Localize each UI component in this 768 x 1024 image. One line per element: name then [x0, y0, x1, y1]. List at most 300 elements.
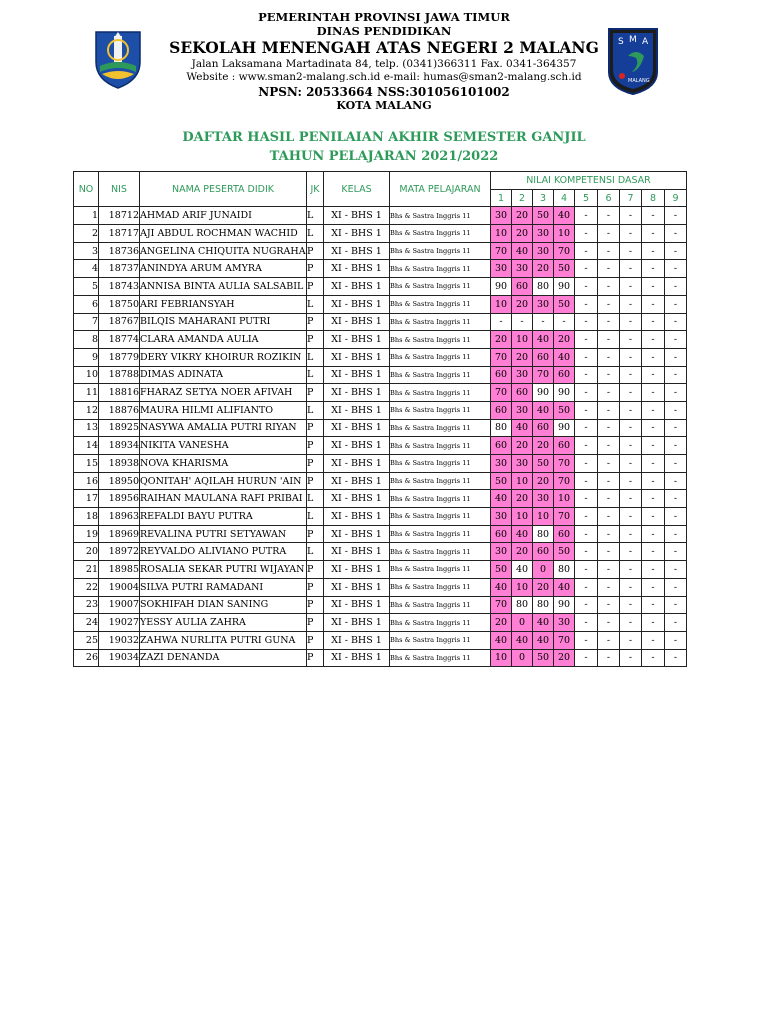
cell-kd-3: 50 — [533, 649, 554, 667]
cell-kd-6-empty: - — [598, 649, 620, 667]
npsn-line: NPSN: 20533664 NSS:301056101002 — [258, 85, 510, 99]
cell-kelas: XI - BHS 1 — [324, 455, 390, 473]
svg-text:M: M — [629, 35, 637, 45]
cell-jk: P — [307, 242, 324, 260]
cell-jk: P — [307, 260, 324, 278]
cell-kd-9-empty: - — [665, 313, 687, 331]
cell-kd-8-empty: - — [642, 313, 665, 331]
cell-kd-4: 20 — [554, 331, 575, 349]
cell-kelas: XI - BHS 1 — [324, 437, 390, 455]
cell-kd-1: 40 — [491, 631, 512, 649]
cell-kelas: XI - BHS 1 — [324, 596, 390, 614]
cell-nis: 18950 — [99, 472, 140, 490]
cell-kd-3: 50 — [533, 207, 554, 225]
cell-nis: 19027 — [99, 614, 140, 632]
cell-kelas: XI - BHS 1 — [324, 561, 390, 579]
cell-kd-9-empty: - — [665, 295, 687, 313]
cell-mapel: Bhs & Sastra Inggris 11 — [390, 295, 491, 313]
cell-kd-4: 50 — [554, 543, 575, 561]
cell-kd-4: 50 — [554, 260, 575, 278]
cell-kd-8-empty: - — [642, 508, 665, 526]
cell-jk: P — [307, 578, 324, 596]
cell-kd-2: 20 — [512, 543, 533, 561]
col-nama: NAMA PESERTA DIDIK — [140, 172, 307, 207]
cell-kd-2: 60 — [512, 384, 533, 402]
table-row — [74, 525, 687, 543]
cell-kd-5-empty: - — [575, 437, 598, 455]
cell-kd-5-empty: - — [575, 313, 598, 331]
cell-kelas: XI - BHS 1 — [324, 366, 390, 384]
cell-kd-1: 60 — [491, 401, 512, 419]
cell-kd-4: 50 — [554, 401, 575, 419]
cell-kd-6-empty: - — [598, 207, 620, 225]
cell-kd-7-empty: - — [620, 242, 642, 260]
svg-text:A: A — [642, 37, 649, 47]
cell-kd-7-empty: - — [620, 295, 642, 313]
cell-kd-8-empty: - — [642, 225, 665, 243]
cell-kd-5-empty: - — [575, 631, 598, 649]
cell-kd-6-empty: - — [598, 331, 620, 349]
cell-kd-3: - — [533, 313, 554, 331]
cell-kd-7-empty: - — [620, 419, 642, 437]
cell-kd-2: 30 — [512, 401, 533, 419]
cell-mapel: Bhs & Sastra Inggris 11 — [390, 331, 491, 349]
cell-kd-3: 80 — [533, 525, 554, 543]
cell-kd-8-empty: - — [642, 419, 665, 437]
cell-no: 9 — [74, 348, 99, 366]
cell-kd-5-empty: - — [575, 649, 598, 667]
cell-nis: 18779 — [99, 348, 140, 366]
cell-kd-8-empty: - — [642, 455, 665, 473]
cell-kd-2: 20 — [512, 348, 533, 366]
cell-no: 4 — [74, 260, 99, 278]
table-row — [74, 437, 687, 455]
cell-kd-8-empty: - — [642, 331, 665, 349]
report-title — [0, 128, 768, 166]
cell-kd-7-empty: - — [620, 508, 642, 526]
cell-mapel: Bhs & Sastra Inggris 11 — [390, 561, 491, 579]
cell-nama: SILVA PUTRI RAMADANI — [140, 578, 307, 596]
cell-nama: REFALDI BAYU PUTRA — [140, 508, 307, 526]
cell-nama: ANNISA BINTA AULIA SALSABIL — [140, 278, 307, 296]
cell-kd-9-empty: - — [665, 561, 687, 579]
cell-kd-6-empty: - — [598, 525, 620, 543]
cell-nis: 18788 — [99, 366, 140, 384]
cell-kelas: XI - BHS 1 — [324, 525, 390, 543]
cell-no: 10 — [74, 366, 99, 384]
cell-kd-6-empty: - — [598, 260, 620, 278]
cell-kd-8-empty: - — [642, 631, 665, 649]
cell-jk: L — [307, 490, 324, 508]
cell-kd-8-empty: - — [642, 525, 665, 543]
cell-kd-2: 10 — [512, 508, 533, 526]
cell-kd-4: 10 — [554, 225, 575, 243]
cell-kd-7-empty: - — [620, 331, 642, 349]
cell-kd-7-empty: - — [620, 278, 642, 296]
cell-kd-7-empty: - — [620, 260, 642, 278]
table-row — [74, 366, 687, 384]
cell-kd-2: 10 — [512, 578, 533, 596]
cell-kd-5-empty: - — [575, 455, 598, 473]
cell-kd-4: 40 — [554, 207, 575, 225]
cell-no: 21 — [74, 561, 99, 579]
table-row — [74, 543, 687, 561]
cell-kd-8-empty: - — [642, 295, 665, 313]
cell-kd-2: 40 — [512, 525, 533, 543]
cell-kd-1: 40 — [491, 578, 512, 596]
cell-kd-9-empty: - — [665, 490, 687, 508]
cell-kd-1: 70 — [491, 242, 512, 260]
cell-kd-2: 0 — [512, 649, 533, 667]
cell-kd-9-empty: - — [665, 455, 687, 473]
cell-jk: L — [307, 401, 324, 419]
col-nilai: NILAI KOMPETENSI DASAR — [491, 172, 687, 190]
cell-nis: 19007 — [99, 596, 140, 614]
col-nis: NIS — [99, 172, 140, 207]
cell-jk: P — [307, 472, 324, 490]
cell-mapel: Bhs & Sastra Inggris 11 — [390, 631, 491, 649]
table-row — [74, 295, 687, 313]
cell-jk: P — [307, 331, 324, 349]
cell-mapel: Bhs & Sastra Inggris 11 — [390, 614, 491, 632]
cell-kd-1: 60 — [491, 437, 512, 455]
cell-kd-8-empty: - — [642, 543, 665, 561]
cell-kd-1: 20 — [491, 331, 512, 349]
cell-kd-3: 30 — [533, 242, 554, 260]
cell-kd-7-empty: - — [620, 525, 642, 543]
cell-kelas: XI - BHS 1 — [324, 401, 390, 419]
cell-mapel: Bhs & Sastra Inggris 11 — [390, 278, 491, 296]
cell-kd-6-empty: - — [598, 348, 620, 366]
cell-kd-9-empty: - — [665, 401, 687, 419]
table-row — [74, 207, 687, 225]
table-row — [74, 242, 687, 260]
cell-jk: P — [307, 419, 324, 437]
gov-line: PEMERINTAH PROVINSI JAWA TIMUR — [258, 10, 510, 24]
cell-nis: 18934 — [99, 437, 140, 455]
cell-nis: 18750 — [99, 295, 140, 313]
cell-no: 11 — [74, 384, 99, 402]
cell-nama: DERY VIKRY KHOIRUR ROZIKIN — [140, 348, 307, 366]
cell-jk: P — [307, 614, 324, 632]
cell-kd-9-empty: - — [665, 508, 687, 526]
cell-jk: L — [307, 207, 324, 225]
col-kelas: KELAS — [324, 172, 390, 207]
table-row — [74, 631, 687, 649]
cell-mapel: Bhs & Sastra Inggris 11 — [390, 348, 491, 366]
cell-jk: P — [307, 649, 324, 667]
cell-kd-1: 80 — [491, 419, 512, 437]
cell-kd-1: 10 — [491, 225, 512, 243]
cell-kd-2: 20 — [512, 207, 533, 225]
cell-kd-1: - — [491, 313, 512, 331]
col-kd-7: 7 — [620, 189, 642, 207]
cell-jk: P — [307, 525, 324, 543]
cell-kd-4: 70 — [554, 472, 575, 490]
table-row — [74, 508, 687, 526]
cell-kd-4: 60 — [554, 525, 575, 543]
cell-kd-7-empty: - — [620, 472, 642, 490]
cell-kd-3: 30 — [533, 295, 554, 313]
cell-kd-9-empty: - — [665, 278, 687, 296]
cell-jk: P — [307, 631, 324, 649]
cell-no: 26 — [74, 649, 99, 667]
cell-kd-8-empty: - — [642, 437, 665, 455]
cell-nis: 19032 — [99, 631, 140, 649]
cell-jk: P — [307, 384, 324, 402]
cell-kd-3: 90 — [533, 384, 554, 402]
cell-kd-7-empty: - — [620, 225, 642, 243]
cell-jk: L — [307, 348, 324, 366]
cell-nis: 18743 — [99, 278, 140, 296]
cell-kd-1: 90 — [491, 278, 512, 296]
cell-kd-9-empty: - — [665, 472, 687, 490]
cell-kd-4: - — [554, 313, 575, 331]
cell-kd-3: 70 — [533, 366, 554, 384]
cell-kelas: XI - BHS 1 — [324, 242, 390, 260]
cell-kd-7-empty: - — [620, 384, 642, 402]
cell-kd-8-empty: - — [642, 614, 665, 632]
cell-kd-9-empty: - — [665, 384, 687, 402]
cell-nis: 19004 — [99, 578, 140, 596]
cell-nis: 19034 — [99, 649, 140, 667]
cell-kd-5-empty: - — [575, 401, 598, 419]
cell-kelas: XI - BHS 1 — [324, 649, 390, 667]
cell-jk: P — [307, 455, 324, 473]
cell-kd-3: 20 — [533, 437, 554, 455]
cell-nis: 18717 — [99, 225, 140, 243]
cell-kd-4: 40 — [554, 348, 575, 366]
cell-kd-5-empty: - — [575, 561, 598, 579]
cell-nama: AHMAD ARIF JUNAIDI — [140, 207, 307, 225]
table-row — [74, 455, 687, 473]
cell-kd-8-empty: - — [642, 260, 665, 278]
cell-kd-7-empty: - — [620, 455, 642, 473]
cell-kd-4: 70 — [554, 508, 575, 526]
cell-mapel: Bhs & Sastra Inggris 11 — [390, 384, 491, 402]
cell-kd-7-empty: - — [620, 614, 642, 632]
cell-nama: NASYWA AMALIA PUTRI RIYAN — [140, 419, 307, 437]
cell-kd-3: 30 — [533, 225, 554, 243]
cell-nama: YESSY AULIA ZAHRA — [140, 614, 307, 632]
cell-no: 1 — [74, 207, 99, 225]
cell-kd-5-empty: - — [575, 242, 598, 260]
cell-jk: P — [307, 596, 324, 614]
cell-kd-3: 40 — [533, 631, 554, 649]
cell-kd-6-empty: - — [598, 295, 620, 313]
cell-nama: NOVA KHARISMA — [140, 455, 307, 473]
cell-mapel: Bhs & Sastra Inggris 11 — [390, 596, 491, 614]
cell-kd-6-empty: - — [598, 384, 620, 402]
col-kd-9: 9 — [665, 189, 687, 207]
cell-no: 23 — [74, 596, 99, 614]
title-year: TAHUN PELAJARAN 2021/2022 — [269, 149, 499, 164]
col-kd-3: 3 — [533, 189, 554, 207]
cell-kd-2: 20 — [512, 225, 533, 243]
cell-jk: L — [307, 508, 324, 526]
cell-kd-9-empty: - — [665, 578, 687, 596]
cell-kelas: XI - BHS 1 — [324, 331, 390, 349]
cell-kd-9-empty: - — [665, 525, 687, 543]
header-row-1 — [74, 172, 687, 190]
cell-nis: 18972 — [99, 543, 140, 561]
cell-no: 3 — [74, 242, 99, 260]
cell-nis: 18767 — [99, 313, 140, 331]
cell-kd-1: 10 — [491, 295, 512, 313]
cell-kd-8-empty: - — [642, 578, 665, 596]
cell-nama: DIMAS ADINATA — [140, 366, 307, 384]
cell-jk: L — [307, 366, 324, 384]
cell-kd-7-empty: - — [620, 207, 642, 225]
letterhead — [0, 10, 768, 112]
cell-nis: 18876 — [99, 401, 140, 419]
cell-jk: P — [307, 561, 324, 579]
cell-jk: L — [307, 543, 324, 561]
cell-kelas: XI - BHS 1 — [324, 384, 390, 402]
cell-jk: P — [307, 278, 324, 296]
cell-kd-7-empty: - — [620, 596, 642, 614]
cell-mapel: Bhs & Sastra Inggris 11 — [390, 543, 491, 561]
cell-kd-8-empty: - — [642, 596, 665, 614]
cell-nama: AJI ABDUL ROCHMAN WACHID — [140, 225, 307, 243]
cell-kelas: XI - BHS 1 — [324, 631, 390, 649]
cell-kd-5-empty: - — [575, 366, 598, 384]
school-name: SEKOLAH MENENGAH ATAS NEGERI 2 MALANG — [169, 38, 599, 57]
cell-nis: 18956 — [99, 490, 140, 508]
cell-kd-2: 40 — [512, 561, 533, 579]
cell-kd-5-empty: - — [575, 525, 598, 543]
cell-kd-9-empty: - — [665, 596, 687, 614]
cell-kd-1: 50 — [491, 561, 512, 579]
col-jk: JK — [307, 172, 324, 207]
cell-mapel: Bhs & Sastra Inggris 11 — [390, 401, 491, 419]
cell-kd-1: 60 — [491, 366, 512, 384]
cell-kelas: XI - BHS 1 — [324, 419, 390, 437]
cell-kd-8-empty: - — [642, 242, 665, 260]
cell-kd-6-empty: - — [598, 242, 620, 260]
cell-kd-3: 40 — [533, 331, 554, 349]
table-row — [74, 225, 687, 243]
cell-no: 20 — [74, 543, 99, 561]
cell-kd-7-empty: - — [620, 543, 642, 561]
cell-nis: 18712 — [99, 207, 140, 225]
cell-kd-2: 20 — [512, 295, 533, 313]
cell-kelas: XI - BHS 1 — [324, 508, 390, 526]
cell-kd-7-empty: - — [620, 631, 642, 649]
cell-kd-9-empty: - — [665, 242, 687, 260]
cell-kd-1: 60 — [491, 525, 512, 543]
cell-kd-6-empty: - — [598, 225, 620, 243]
cell-kd-4: 70 — [554, 242, 575, 260]
cell-jk: L — [307, 225, 324, 243]
cell-kd-2: 40 — [512, 242, 533, 260]
cell-kd-2: 30 — [512, 260, 533, 278]
school-address: Jalan Laksamana Martadinata 84, telp. (0341)366311 Fax. 0341-364357 — [191, 58, 577, 70]
cell-kd-4: 10 — [554, 490, 575, 508]
cell-kd-3: 40 — [533, 401, 554, 419]
col-kd-4: 4 — [554, 189, 575, 207]
cell-no: 18 — [74, 508, 99, 526]
cell-kd-5-empty: - — [575, 596, 598, 614]
cell-nama: ANINDYA ARUM AMYRA — [140, 260, 307, 278]
cell-kd-5-empty: - — [575, 578, 598, 596]
cell-kd-6-empty: - — [598, 401, 620, 419]
cell-mapel: Bhs & Sastra Inggris 11 — [390, 508, 491, 526]
table-row — [74, 596, 687, 614]
table-row — [74, 419, 687, 437]
cell-kd-6-empty: - — [598, 278, 620, 296]
cell-nis: 18816 — [99, 384, 140, 402]
cell-kd-7-empty: - — [620, 490, 642, 508]
cell-mapel: Bhs & Sastra Inggris 11 — [390, 490, 491, 508]
cell-no: 15 — [74, 455, 99, 473]
cell-kd-1: 10 — [491, 649, 512, 667]
cell-kd-8-empty: - — [642, 384, 665, 402]
cell-mapel: Bhs & Sastra Inggris 11 — [390, 313, 491, 331]
cell-no: 7 — [74, 313, 99, 331]
cell-kd-4: 20 — [554, 649, 575, 667]
table-row — [74, 313, 687, 331]
cell-kd-5-empty: - — [575, 490, 598, 508]
cell-kd-1: 50 — [491, 472, 512, 490]
cell-nama: ARI FEBRIANSYAH — [140, 295, 307, 313]
cell-kd-9-empty: - — [665, 419, 687, 437]
cell-kd-4: 50 — [554, 295, 575, 313]
cell-kelas: XI - BHS 1 — [324, 490, 390, 508]
cell-kelas: XI - BHS 1 — [324, 260, 390, 278]
cell-mapel: Bhs & Sastra Inggris 11 — [390, 207, 491, 225]
cell-kd-5-empty: - — [575, 508, 598, 526]
cell-kelas: XI - BHS 1 — [324, 278, 390, 296]
table-row — [74, 260, 687, 278]
cell-kd-3: 20 — [533, 578, 554, 596]
cell-mapel: Bhs & Sastra Inggris 11 — [390, 578, 491, 596]
school-website: Website : www.sman2-malang.sch.id e-mail: humas@sman2-malang.sch.id — [186, 71, 582, 83]
table-row — [74, 490, 687, 508]
cell-kd-2: 40 — [512, 631, 533, 649]
table-row — [74, 331, 687, 349]
cell-kd-8-empty: - — [642, 649, 665, 667]
cell-kd-2: 20 — [512, 490, 533, 508]
cell-nis: 18963 — [99, 508, 140, 526]
cell-kd-6-empty: - — [598, 578, 620, 596]
cell-mapel: Bhs & Sastra Inggris 11 — [390, 366, 491, 384]
cell-no: 2 — [74, 225, 99, 243]
cell-kd-4: 90 — [554, 278, 575, 296]
cell-kelas: XI - BHS 1 — [324, 225, 390, 243]
cell-nis: 18938 — [99, 455, 140, 473]
cell-nama: MAURA HILMI ALIFIANTO — [140, 401, 307, 419]
svg-text:MALANG: MALANG — [628, 78, 650, 84]
cell-kd-1: 40 — [491, 490, 512, 508]
cell-nama: CLARA AMANDA AULIA — [140, 331, 307, 349]
cell-kd-3: 80 — [533, 278, 554, 296]
cell-kelas: XI - BHS 1 — [324, 578, 390, 596]
col-kd-6: 6 — [598, 189, 620, 207]
cell-kd-8-empty: - — [642, 207, 665, 225]
cell-kd-7-empty: - — [620, 578, 642, 596]
cell-kelas: XI - BHS 1 — [324, 614, 390, 632]
cell-kd-1: 70 — [491, 348, 512, 366]
cell-kd-6-empty: - — [598, 419, 620, 437]
cell-kd-6-empty: - — [598, 631, 620, 649]
cell-kd-9-empty: - — [665, 260, 687, 278]
table-row — [74, 384, 687, 402]
cell-kd-1: 20 — [491, 614, 512, 632]
cell-kd-9-empty: - — [665, 543, 687, 561]
cell-kd-9-empty: - — [665, 649, 687, 667]
cell-kd-8-empty: - — [642, 348, 665, 366]
